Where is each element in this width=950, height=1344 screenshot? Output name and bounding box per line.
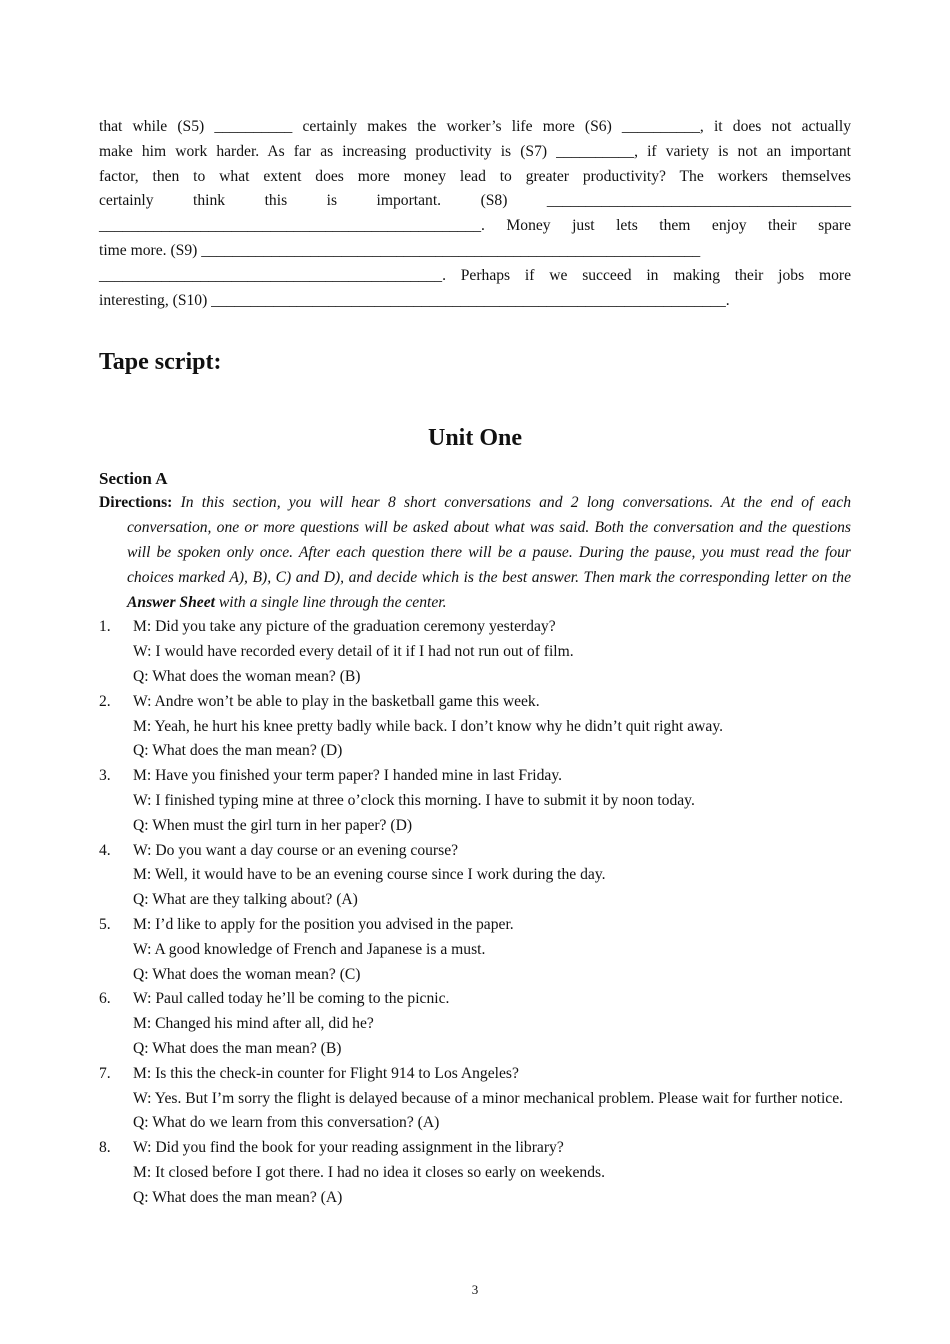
dialogue-line: W: I finished typing mine at three o’clock this morning. I have to submit it by noon today. xyxy=(133,791,695,809)
dialogue-line: W: Andre won’t be able to play in the basketball game this week. xyxy=(133,692,540,710)
question-line: Q: What are they talking about? (A) xyxy=(133,891,358,909)
paragraph-line: interesting, (S10) __________________________________________________________________. xyxy=(99,291,730,309)
dialogue-line: M: Well, it would have to be an evening course since I work during the day. xyxy=(133,866,606,884)
directions-text: In this section, you will hear 8 short conversations and 2 long conversations. At the end of each conversation, one or more questions will be asked about what was said. Both the conversation and the questions will be spoken only once. After each question there will be a pause. During the pause, you must read the four choices marked A), B), C) and D), and decide which is the best answer. Then mark the corresponding letter on the xyxy=(127,494,851,586)
list-item xyxy=(99,690,851,764)
question-line: Q: What does the man mean? (D) xyxy=(133,742,343,760)
item-number: 7. xyxy=(99,1064,111,1082)
list-item xyxy=(99,615,851,689)
answer-sheet-text: Answer Sheet xyxy=(127,593,215,611)
question-line: Q: What does the man mean? (B) xyxy=(133,1039,342,1057)
dialogue-line: W: Did you find the book for your reading assignment in the library? xyxy=(133,1139,564,1157)
paragraph-line: certainly think this is important. (S8) _______________________________________ xyxy=(99,192,851,210)
dialogue-line: M: Have you finished your term paper? I handed mine in last Friday. xyxy=(133,767,563,785)
item-number: 3. xyxy=(99,767,111,785)
list-item xyxy=(99,1062,851,1136)
question-line: Q: What do we learn from this conversation? (A) xyxy=(133,1114,440,1132)
dialogue-line: M: Did you take any picture of the graduation ceremony yesterday? xyxy=(133,618,556,636)
item-number: 4. xyxy=(99,841,111,859)
conversation-list xyxy=(99,615,851,1210)
dialogue-line: W: I would have recorded every detail of it if I had not run out of film. xyxy=(133,643,574,661)
dialogue-line: W: Do you want a day course or an evening course? xyxy=(133,841,459,859)
directions xyxy=(99,491,851,615)
item-number: 6. xyxy=(99,990,111,1008)
continuation-paragraph xyxy=(99,115,851,313)
dialogue-line: M: Yeah, he hurt his knee pretty badly while back. I don’t know why he didn’t quit right away. xyxy=(133,717,724,735)
item-number: 5. xyxy=(99,915,111,933)
page-number: 3 xyxy=(471,1282,479,1297)
paragraph-line: ____________________________________________. Perhaps if we succeed in making their jobs more xyxy=(99,266,851,284)
tape-script-heading: Tape script: xyxy=(99,349,222,376)
dialogue-line: M: Changed his mind after all, did he? xyxy=(133,1015,374,1033)
question-line: Q: What does the woman mean? (B) xyxy=(133,667,361,685)
question-line: Q: What does the man mean? (A) xyxy=(133,1188,343,1206)
paragraph-line: factor, then to what extent does more money lead to greater productivity? The workers themselves xyxy=(99,167,851,185)
dialogue-line: M: Is this the check-in counter for Flight 914 to Los Angeles? xyxy=(133,1064,519,1082)
directions-text-end: with a single line through the center. xyxy=(214,593,447,611)
question-line: Q: When must the girl turn in her paper? (D) xyxy=(133,816,413,834)
list-item xyxy=(99,764,851,838)
directions-label: Directions: xyxy=(99,494,173,512)
paragraph-line: that while (S5) __________ certainly makes the worker’s life more (S6) __________, it does not actually xyxy=(99,118,851,135)
paragraph-line: time more. (S9) ________________________________________________________________ xyxy=(99,241,701,259)
section-title: Section A xyxy=(99,469,168,489)
paragraph-line: make him work harder. As far as increasing productivity is (S7) __________, if variety is not an important xyxy=(99,142,851,160)
question-line: Q: What does the woman mean? (C) xyxy=(133,965,361,983)
list-item xyxy=(99,987,851,1061)
dialogue-line: W: A good knowledge of French and Japanese is a must. xyxy=(133,940,486,958)
dialogue-line: W: Yes. But I’m sorry the flight is delayed because of a minor mechanical problem. Please wait for further notice. xyxy=(133,1089,844,1107)
dialogue-line: M: It closed before I got there. I had no idea it closes so early on weekends. xyxy=(133,1163,605,1181)
list-item xyxy=(99,839,851,913)
item-number: 2. xyxy=(99,692,111,710)
dialogue-line: M: I’d like to apply for the position you advised in the paper. xyxy=(133,915,514,933)
item-number: 1. xyxy=(99,618,111,636)
list-item xyxy=(99,913,851,987)
paragraph-line: _________________________________________________. Money just lets them enjoy their spare xyxy=(99,217,851,235)
unit-title: Unit One xyxy=(427,425,522,452)
list-item xyxy=(99,1136,851,1210)
item-number: 8. xyxy=(99,1139,111,1157)
dialogue-line: W: Paul called today he’ll be coming to the picnic. xyxy=(133,990,450,1008)
page-content xyxy=(99,115,851,1210)
